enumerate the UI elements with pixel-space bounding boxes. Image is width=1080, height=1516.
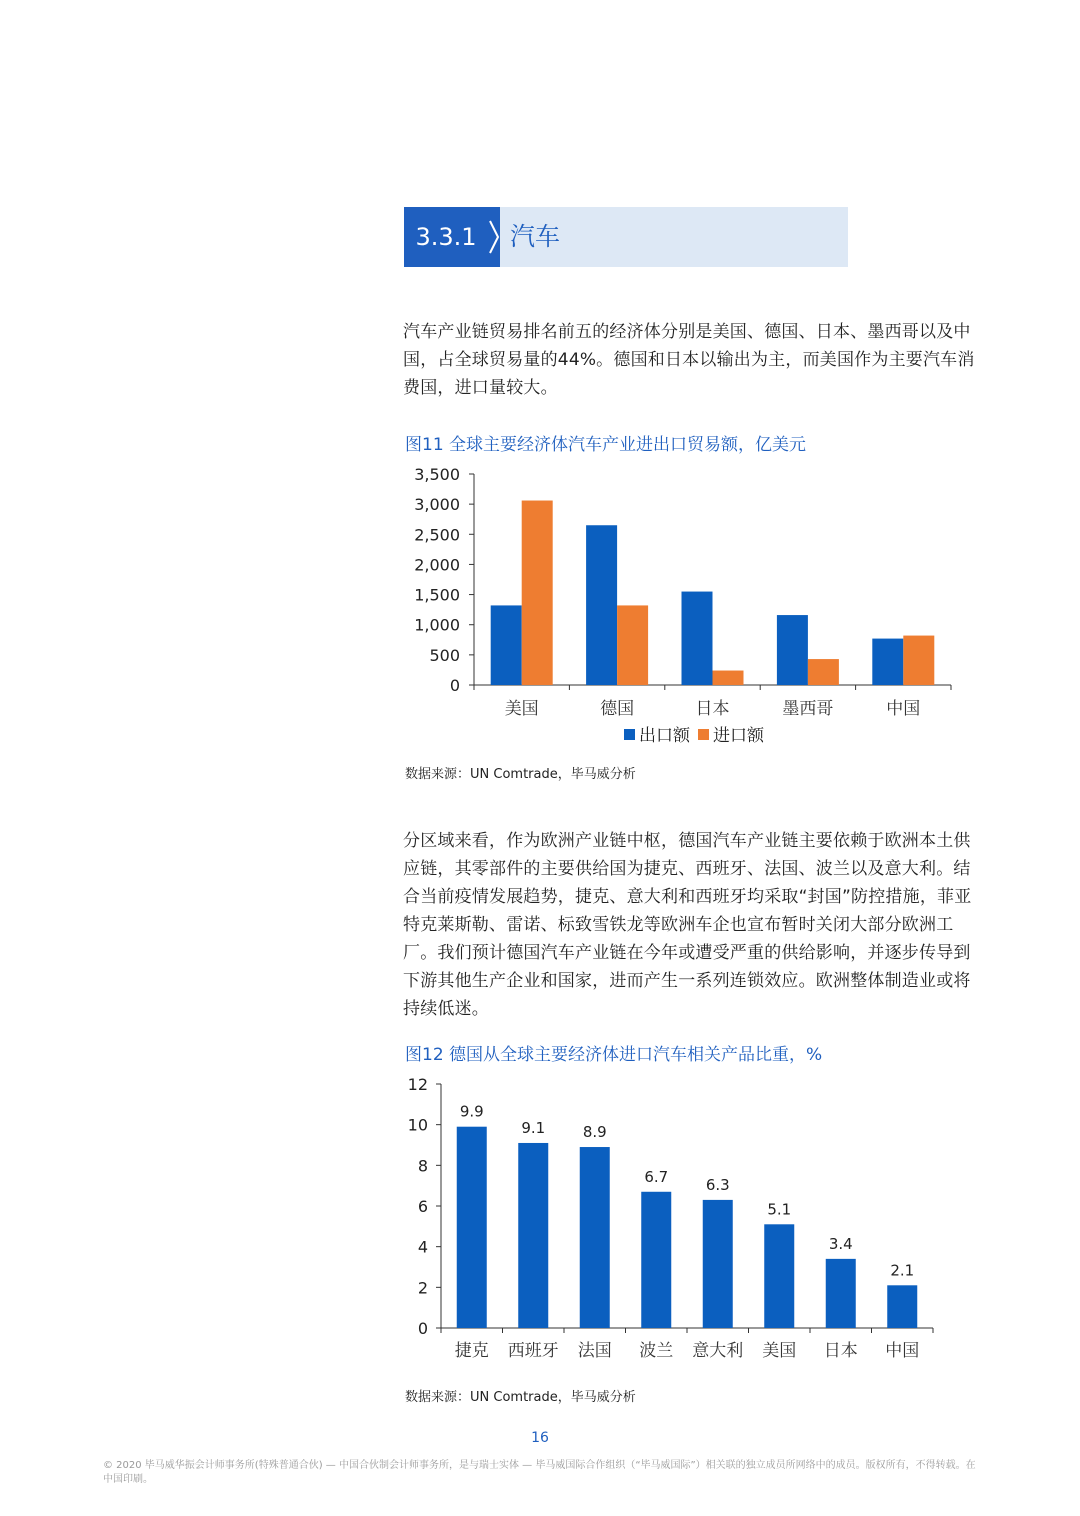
x-tick-label: 德国 [600,699,635,719]
data-label: 3.4 [828,1234,853,1253]
y-tick-label: 3,000 [414,495,460,515]
y-tick-label: 0 [449,676,460,695]
y-tick-label: 1,000 [414,615,460,635]
data-label: 6.3 [705,1175,730,1194]
y-tick-label: 8 [417,1156,428,1176]
bar-意大利 [703,1200,733,1328]
section-number: 3.3.1 [404,207,488,267]
section-title: 汽车 [510,222,561,251]
y-tick-label: 0 [417,1319,428,1338]
x-tick-label: 日本 [695,699,730,719]
x-tick-label: 捷克 [454,1341,489,1361]
y-tick-label: 1,500 [414,585,460,605]
y-tick-label: 3,500 [414,465,460,484]
x-tick-label: 墨西哥 [782,699,834,719]
figure-12-title: 图12 德国从全球主要经济体进口汽车相关产品比重，% [405,1045,823,1065]
bar-波兰 [641,1192,671,1328]
x-tick-label: 法国 [577,1341,612,1361]
copyright-footer: © 2020 毕马威华振会计师事务所(特殊普通合伙) — 中国合伙制会计师事务所，是与瑞士实体 — 毕马威国际合作组织（“毕马威国际”）相关联的独立成员所网络中的成员。版权所有，不得转载。在中国印刷。 [103,1460,976,1485]
y-tick-label: 10 [407,1115,428,1135]
x-tick-label: 美国 [504,699,539,719]
y-tick-label: 2,500 [414,525,460,545]
figure-11-title: 图11 全球主要经济体汽车产业进出口贸易额，亿美元 [405,435,807,455]
x-tick-label: 波兰 [639,1341,674,1361]
legend-label: 进口额 [713,726,764,746]
y-tick-label: 500 [429,645,460,665]
y-tick-label: 12 [407,1075,428,1094]
legend-label: 出口额 [639,726,690,746]
bar-中国 [887,1285,917,1328]
intro-paragraph: 汽车产业链贸易排名前五的经济体分别是美国、德国、日本、墨西哥以及中国，占全球贸易量的44%。德国和日本以输出为主，而美国作为主要汽车消费国，进口量较大。 [403,322,975,398]
bar-捷克 [457,1127,487,1328]
figure-12-source: 数据来源：UN Comtrade，毕马威分析 [405,1390,636,1405]
y-tick-label: 2 [417,1278,428,1298]
bar-美国 [764,1224,794,1328]
data-label: 8.9 [582,1123,607,1142]
page-number: 16 [531,1430,549,1446]
bar-法国 [580,1147,610,1328]
data-label: 9.9 [459,1102,484,1121]
x-tick-label: 意大利 [692,1341,744,1361]
x-tick-label: 美国 [762,1341,797,1361]
x-tick-label: 日本 [823,1341,858,1361]
x-tick-label: 中国 [885,1341,920,1361]
data-label: 2.1 [890,1261,915,1280]
data-label: 5.1 [767,1200,792,1219]
figure-11-source: 数据来源：UN Comtrade，毕马威分析 [405,767,636,782]
y-tick-label: 4 [417,1237,428,1257]
data-label: 6.7 [644,1167,669,1186]
y-tick-label: 6 [417,1197,428,1216]
x-tick-label: 中国 [886,699,921,719]
y-tick-label: 2,000 [414,555,460,575]
bar-西班牙 [518,1143,548,1328]
body-paragraph-2: 分区域来看，作为欧洲产业链中枢，德国汽车产业链主要依赖于欧洲本土供应链，其零部件的主要供给国为捷克、西班牙、法国、波兰以及意大利。结合当前疫情发展趋势，捷克、意大利和西班牙均采取“封国”防控措施，菲亚特克莱斯勒、雷诺、标致雪铁龙等欧洲车企也宣布暂时关闭大部分欧洲工厂。我们预计德国汽车产业链在今年或遭受严重的供给影响，并逐步传导到下游其他生产企业和国家，进而产生一系列连锁效应。欧洲整体制造业或将持续低迷。 [403,831,972,1019]
bar-日本 [826,1259,856,1328]
x-tick-label: 西班牙 [507,1341,559,1361]
data-label: 9.1 [521,1118,546,1137]
